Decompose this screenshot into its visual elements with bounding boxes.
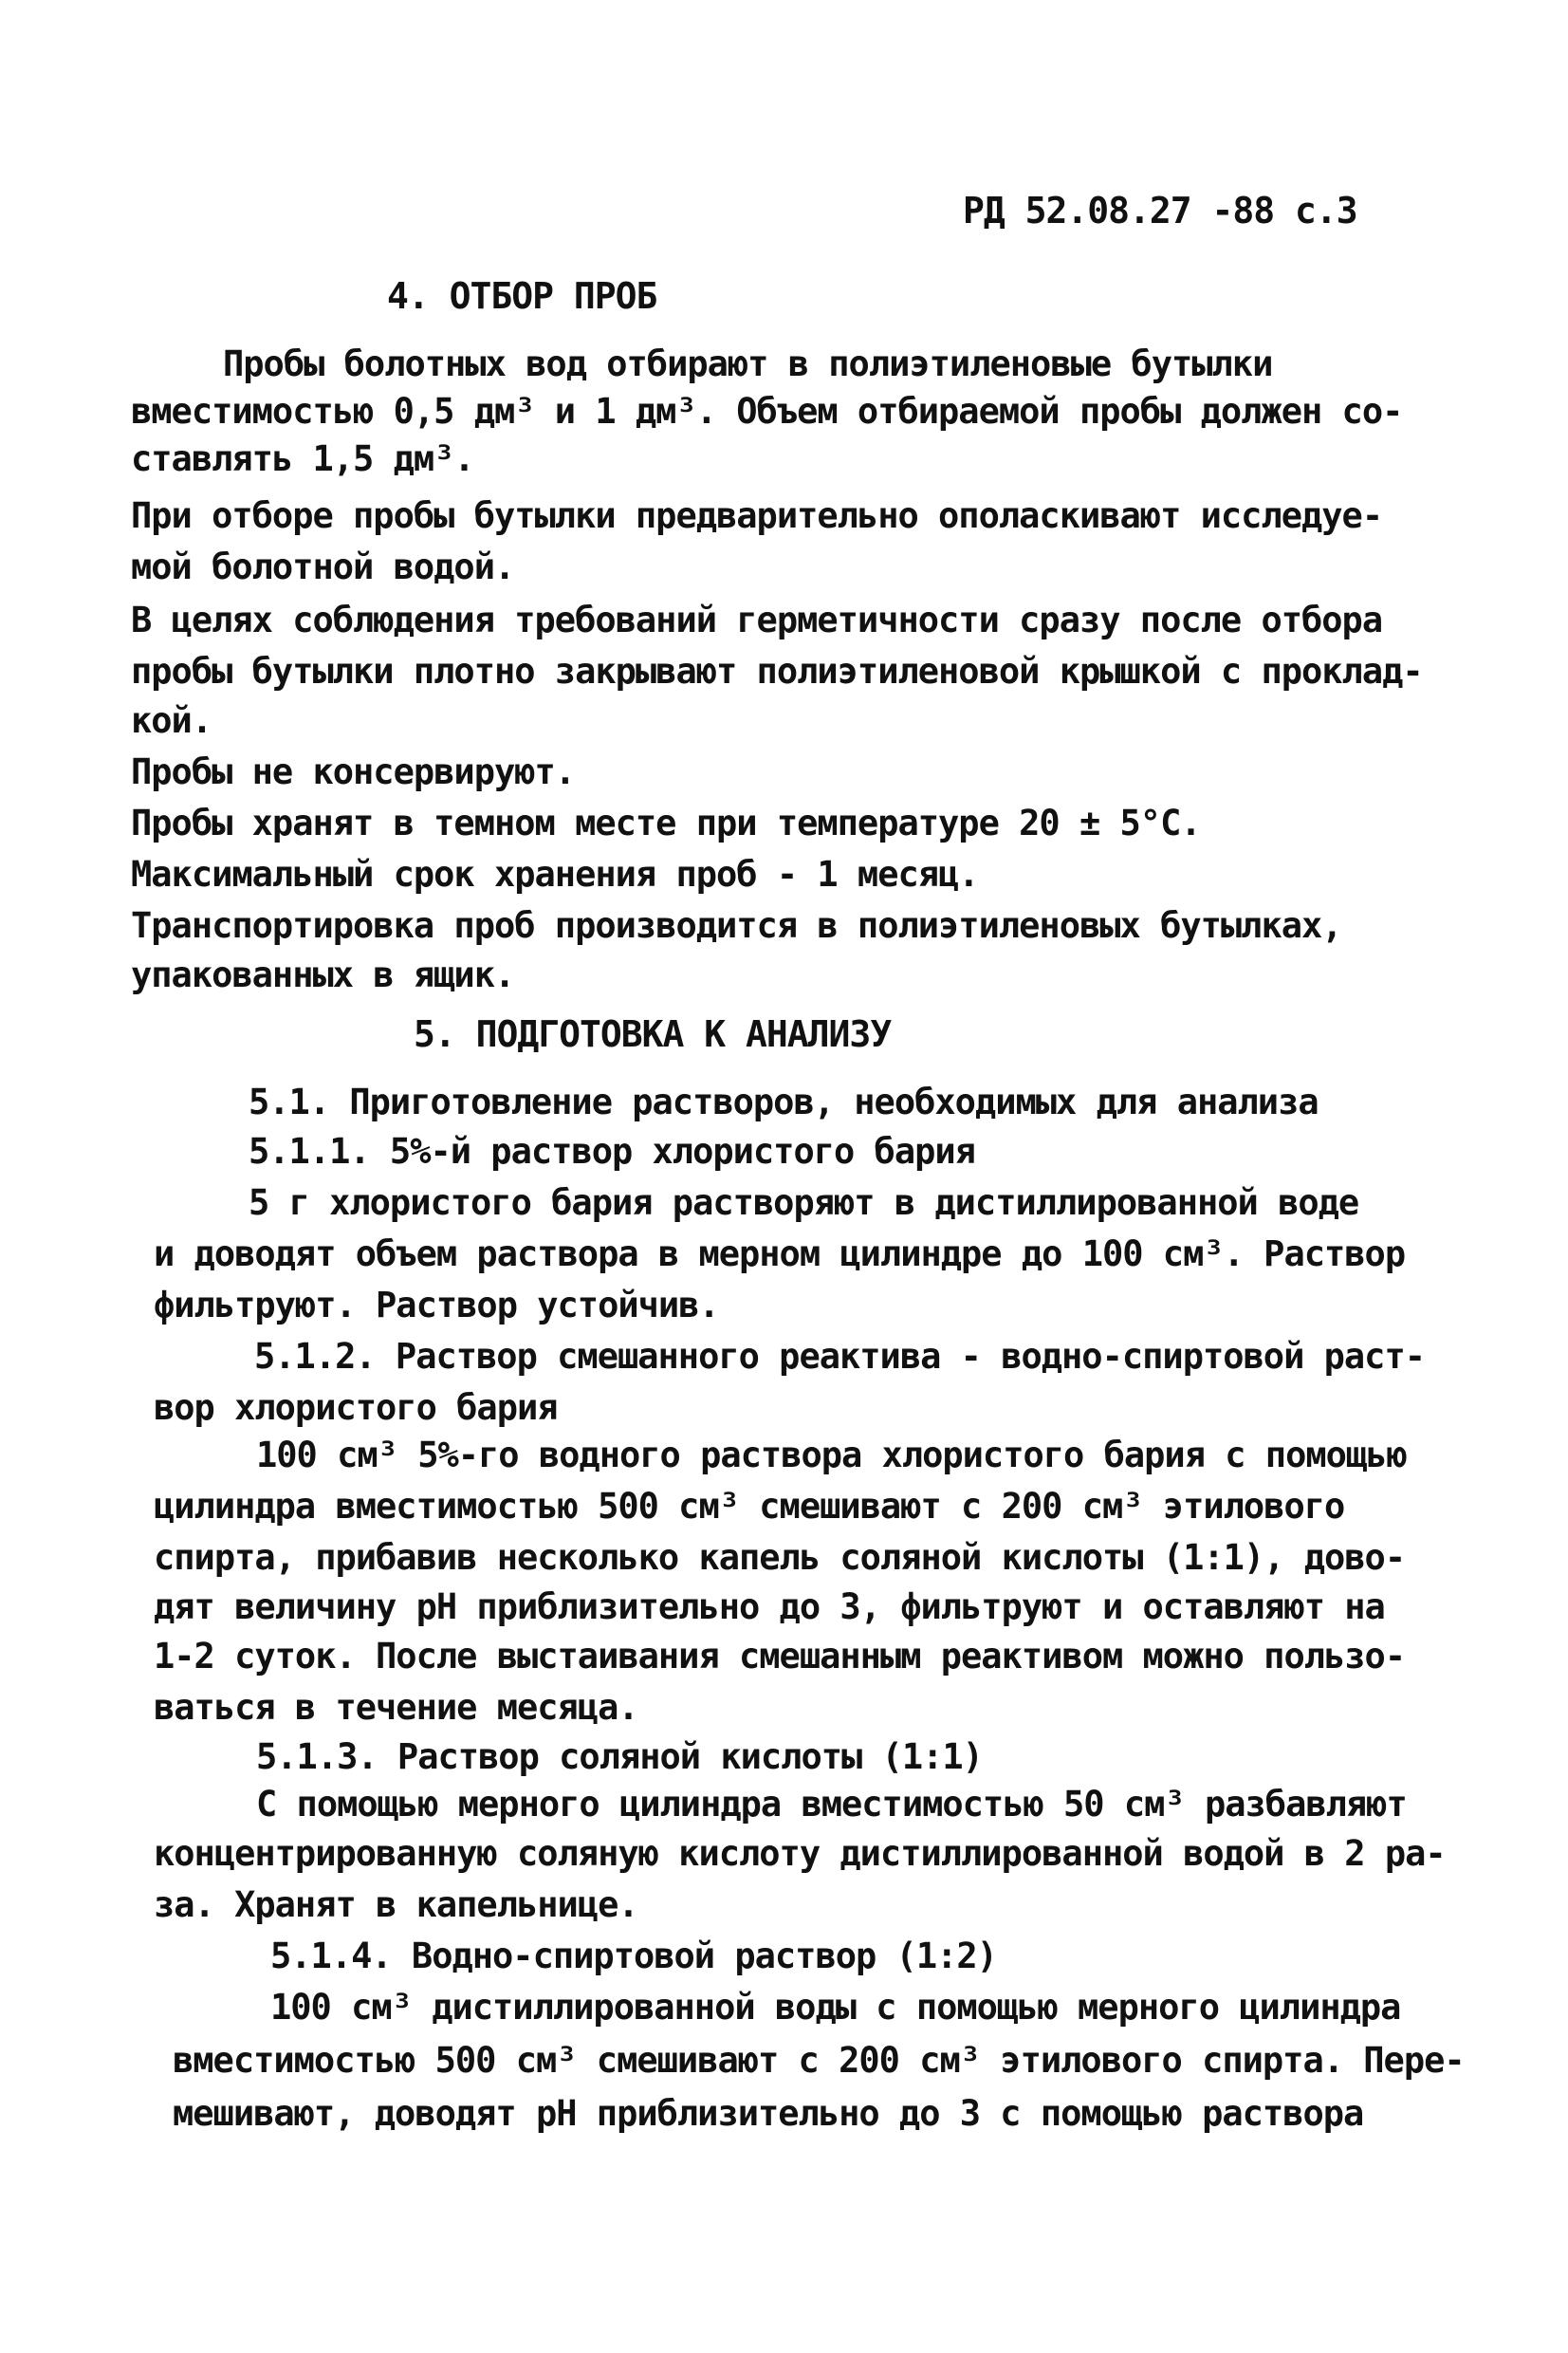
section-5-line: 5.1.2. Раствор смешанного реактива - водно-спиртовой раст- <box>254 1336 1426 1377</box>
section-5-line: дят величину pH приблизительно до 3, фильтруют и оставляют на <box>154 1586 1385 1627</box>
section-5-line: ваться в течение месяца. <box>154 1687 638 1728</box>
section-4-line: пробы бутылки плотно закрывают полиэтиленовой крышкой с проклад- <box>131 651 1423 692</box>
section-5-line: 5.1.1. 5%-й раствор хлористого бария <box>249 1131 975 1172</box>
section-4-line: В целях соблюдения требований герметичности сразу после отбора <box>131 600 1383 640</box>
section-5-line: и доводят объем раствора в мерном цилиндре до 100 см³. Раствор <box>154 1233 1406 1274</box>
section-5-line: за. Хранят в капельнице. <box>154 1884 638 1925</box>
section-4-line: вместимостью 0,5 дм³ и 1 дм³. Объем отбираемой пробы должен со- <box>131 391 1403 432</box>
section-4-line: мой болотной водой. <box>131 547 515 587</box>
section-4-line: Максимальный срок хранения проб - 1 месяц. <box>131 854 979 895</box>
section-4-line: Пробы хранят в темном месте при температуре 20 ± 5°С. <box>131 803 1201 843</box>
section-5-line: вместимостью 500 см³ смешивают с 200 см³ этилового спирта. Пере- <box>173 2040 1465 2081</box>
section-5-title: 5. ПОДГОТОВКА К АНАЛИЗУ <box>414 1013 892 1055</box>
section-5-line: мешивают, доводят pH приблизительно до 3 с помощью раствора <box>173 2093 1364 2134</box>
section-4-line: кой. <box>131 700 212 741</box>
section-4-line: Пробы болотных вод отбирают в полиэтиленовые бутылки <box>223 343 1273 384</box>
page-header: РД 52.08.27 -88 с.3 <box>963 190 1357 232</box>
section-5-line: 5.1.4. Водно-спиртовой раствор (1:2) <box>270 1936 997 1976</box>
section-4-line: При отборе пробы бутылки предварительно ополаскивают исследуе- <box>131 495 1383 536</box>
section-4-title: 4. ОТБОР ПРОБ <box>387 275 657 317</box>
section-5-line: спирта, прибавив несколько капель соляной кислоты (1:1), дово- <box>154 1537 1406 1578</box>
section-5-line: вор хлористого бария <box>154 1387 558 1428</box>
section-5-line: 5.1.3. Раствор соляной кислоты (1:1) <box>256 1736 983 1777</box>
section-5-line: 1-2 суток. После выстаивания смешанным реактивом можно пользо- <box>154 1636 1406 1677</box>
section-5-line: концентрированную соляную кислоту дистиллированной водой в 2 ра- <box>154 1833 1446 1874</box>
section-5-line: цилиндра вместимостью 500 см³ смешивают с 200 см³ этилового <box>154 1486 1345 1527</box>
section-4-line: Транспортировка проб производится в полиэтиленовых бутылках, <box>131 905 1342 946</box>
section-5-line: фильтруют. Раствор устойчив. <box>154 1285 719 1325</box>
section-5-line: С помощью мерного цилиндра вместимостью 50 см³ разбавляют <box>256 1784 1407 1825</box>
section-5-line: 100 см³ 5%-го водного раствора хлористого бария с помощью <box>256 1435 1407 1475</box>
section-4-line: Пробы не консервируют. <box>131 751 576 792</box>
section-5-line: 100 см³ дистиллированной воды с помощью мерного цилиндра <box>270 1987 1401 2028</box>
section-5-line: 5.1. Приготовление растворов, необходимых для анализа <box>249 1082 1319 1122</box>
section-4-line: ставлять 1,5 дм³. <box>131 438 474 479</box>
section-4-line: упакованных в ящик. <box>131 954 515 995</box>
section-5-line: 5 г хлористого бария растворяют в дистиллированной воде <box>249 1182 1359 1223</box>
